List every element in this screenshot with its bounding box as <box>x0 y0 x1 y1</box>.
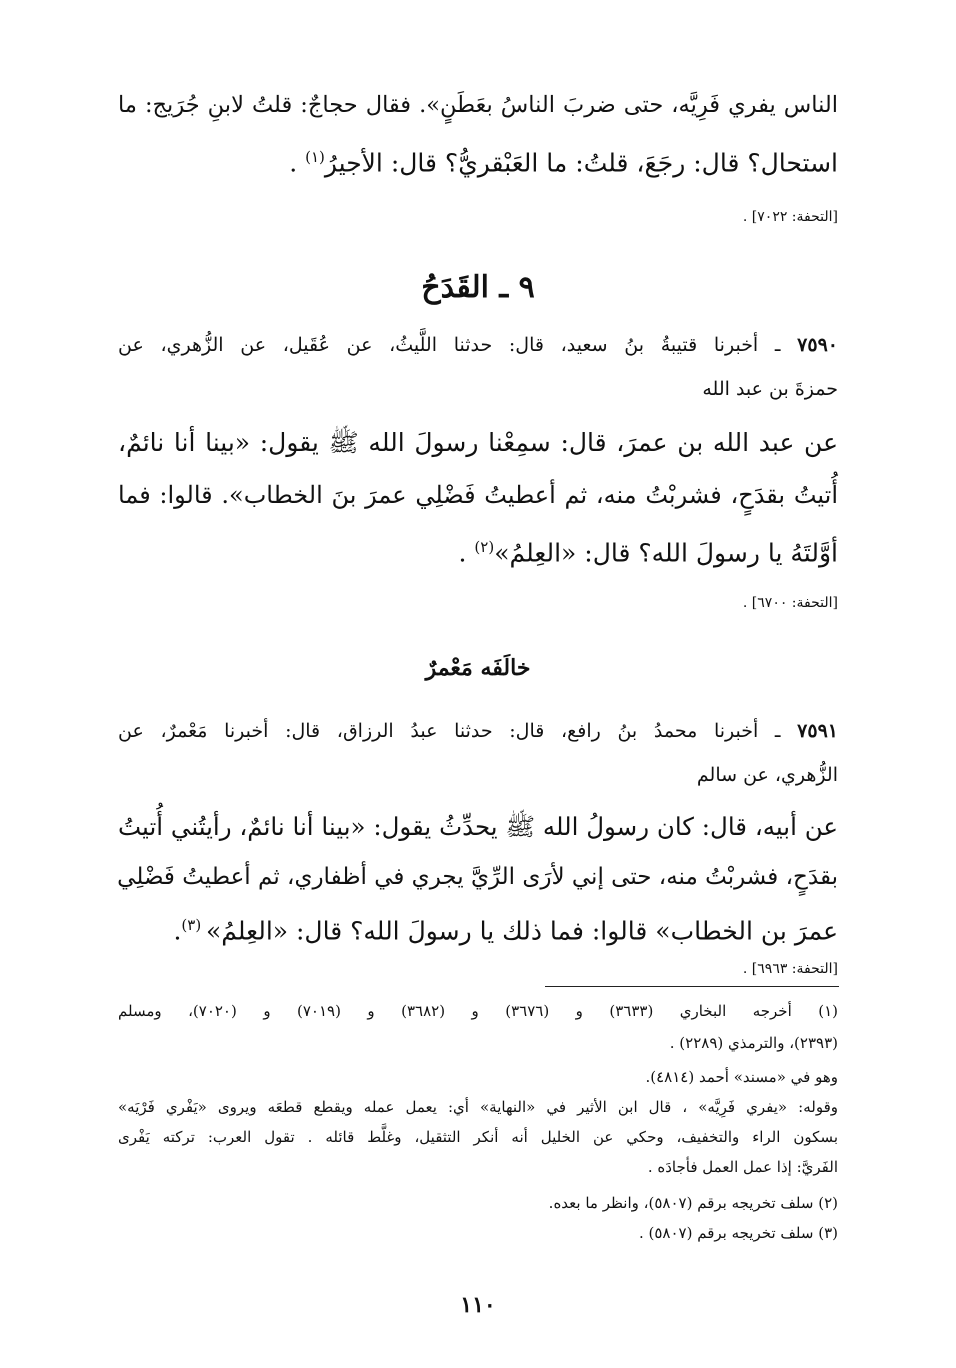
footnote-line: وهو في «مسند» أحمد (٤٨١٤). <box>645 1068 838 1086</box>
footnote-line: وقوله: «يفري فَرِيَّه» ، قال ابن الأثير في «النهاية» أي: يعمل عمله ويقطع قطعَه ويروى «يَفْري فَرْيَه» <box>118 1098 838 1116</box>
hadith-matn-line: أوَّلتَهُ يا رسولَ الله؟ قال: «العِلمُ»$^{(٢)}$ . <box>458 538 838 568</box>
footnote-line: (٢) سلف تخريجه برقم (٥٨٠٧)، وانظر ما بعده. <box>548 1194 838 1212</box>
page-number: ١١٠ <box>460 1292 496 1318</box>
footnote-line: الفَريَّ: إذا عمل العمل فأجادَه . <box>647 1158 838 1176</box>
hadith-isnad-line: الزُّهري، عن سالم <box>696 764 838 786</box>
hadith-number: ٧٥٩٠ <box>797 334 838 356</box>
hadith-matn-line: أُتيتُ بقدَحٍ، فشربْتُ منه، ثم أعطيتُ فَضْلِي عمرَ بنَ الخطاب». قالوا: فما <box>118 481 839 509</box>
hadith-isnad-line: حمزةَ بن عبد الله <box>702 378 838 400</box>
hadith-number: ٧٥٩١ <box>797 720 838 742</box>
footnote-ref: (١) <box>305 148 325 166</box>
hadith-matn-line: بقدَحٍ، فشربْتُ منه، حتى إني لأرَى الرِّيَّ يجري في أظفاري، ثم أعطيتُ فَضْلِي <box>117 864 838 890</box>
subheading: خالَفَه مَعْمرٌ <box>425 655 531 681</box>
footnote-line: (٣) سلف تخريجه برقم (٥٨٠٧) . <box>638 1224 838 1242</box>
hadith-isnad-line: ٧٥٩٠ ـ أخبرنا قتيبةُ بنُ سعيد، قال: حدثنا اللَّيثُ، عن عُقَيل، عن الزُّهري، عن <box>118 334 838 356</box>
footnote-line: (١) أخرجه البخاري (٣٦٣٣) و (٣٦٧٦) و (٣٦٨٢) و (٧٠١٩) و (٧٠٢٠)، ومسلم <box>118 1002 838 1020</box>
tuhfa-reference: [التحفة: ٧٠٢٢] . <box>742 209 838 225</box>
hadith-matn-line: عن أبيه، قال: كان رسولُ الله ﷺ يحدِّثُ يقول: «بينا أنا نائمٌ، رأيتُني أُتيتُ <box>118 812 838 841</box>
tuhfa-reference: [التحفة: ٦٧٠٠] . <box>742 595 838 611</box>
footnote-line: (٢٣٩٣)، والترمذي (٢٢٨٩) . <box>669 1034 838 1052</box>
section-title: ٩ ـ القَدَحُ <box>421 270 535 305</box>
hadith-matn-line: عن عبد الله بن عمرَ، قال: سمِعْنا رسولَ الله ﷺ يقول: «بينا أنا نائمٌ، <box>118 428 838 457</box>
tuhfa-reference: [التحفة: ٦٩٦٣] . <box>742 961 838 977</box>
text-line: استحال؟ قال: رجَعَ، قلتُ: ما العَبْقريُّ؟ قال: الأجيرُ$^{(١)}$ . <box>289 148 838 178</box>
footnote-line: بسكون الراء والتخفيف، وحكي عن الخليل أنه أنكر التثقيل، وغلَّط قائله . تقول العرب: تركته يَفْرى <box>118 1128 838 1146</box>
footnote-ref: (٢) <box>474 538 495 556</box>
hadith-isnad-line: ٧٥٩١ ـ أخبرنا محمدُ بنُ رافع، قال: حدثنا عبدُ الرزاق، قال: أخبرنا مَعْمرٌ، عن <box>118 720 838 742</box>
footnote-ref: (٣) <box>181 916 206 934</box>
footnote-divider <box>545 986 839 987</box>
text-line: الناس يفري فَرِيَّه، حتى ضربَ الناسُ بعَطَنٍ». فقال حجاجٌ: قلتُ لابنِ جُرَيج: ما <box>118 92 838 118</box>
hadith-matn-line: عمرَ بن الخطاب» قالوا: فما ذلك يا رسولَ الله؟ قال: «العِلمُ» $^{(٣)}$. <box>173 916 838 946</box>
